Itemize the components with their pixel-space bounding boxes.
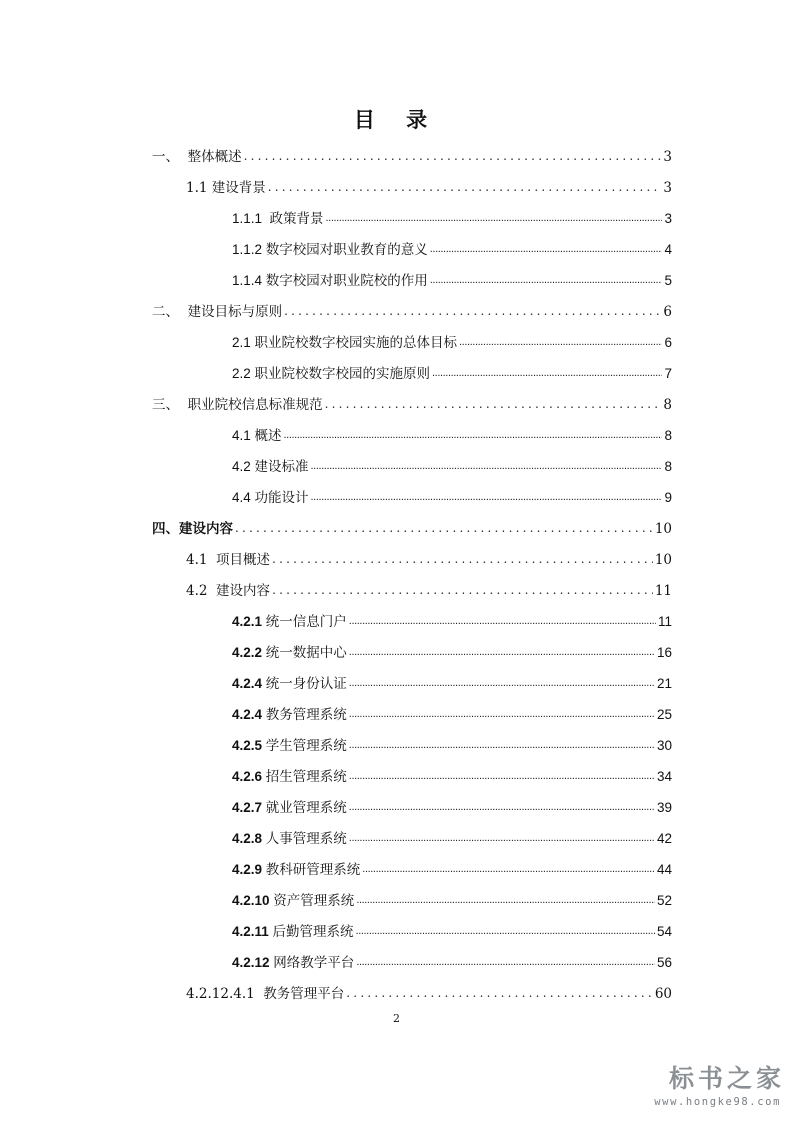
dot-leader — [244, 147, 662, 166]
toc-entry-page: 11 — [657, 614, 672, 629]
toc-entry-page: 30 — [656, 738, 672, 753]
toc-entry-text: 就业管理系统 — [262, 800, 347, 815]
toc-entry-label: 2.2 职业院校数字校园的实施原则 — [232, 366, 431, 381]
toc-entry[interactable] — [152, 514, 672, 538]
toc-entry[interactable] — [186, 545, 672, 569]
toc-entry-label: 4.2 建设内容 — [186, 583, 271, 599]
toc-entry[interactable] — [232, 638, 672, 662]
toc-entry-label — [232, 830, 347, 848]
toc-entry-page: 10 — [654, 552, 672, 568]
dot-leader — [349, 798, 655, 817]
toc-entry-label: 4.1 概述 — [232, 428, 282, 443]
toc-entry[interactable] — [186, 173, 672, 197]
toc-entry-label — [232, 613, 347, 631]
toc-entry-label: 1.1 建设背景 — [186, 180, 266, 196]
toc-entry[interactable] — [232, 762, 672, 786]
toc-entry-label: 4.2 建设标准 — [232, 459, 309, 474]
toc-entry-label — [232, 954, 354, 972]
dot-leader — [459, 333, 662, 352]
toc-entry[interactable] — [186, 576, 672, 600]
toc-entry-text: 统一信息门户 — [262, 614, 347, 629]
toc-entry[interactable] — [232, 917, 672, 941]
dot-leader — [272, 581, 653, 600]
toc-entry-label: 4.4 功能设计 — [232, 490, 309, 505]
toc-entry-label — [232, 923, 354, 941]
toc-entry-page: 3 — [663, 149, 672, 165]
toc-entry[interactable] — [232, 483, 672, 507]
toc-entry-label: 二、 建设目标与原则 — [152, 304, 283, 320]
toc-entry[interactable] — [232, 886, 672, 910]
toc-entry-number: 4.2.4 — [232, 707, 263, 722]
toc-entry-label: 4.2.12.4.1 教务管理平台 — [186, 986, 345, 1002]
toc-entry-page: 6 — [664, 335, 672, 350]
toc-entry-label: 4.1 项目概述 — [186, 552, 271, 568]
watermark — [635, 1064, 785, 1116]
dot-leader — [349, 674, 655, 693]
toc-entry[interactable] — [232, 607, 672, 631]
toc-entry[interactable] — [232, 421, 672, 445]
toc-entry[interactable] — [232, 731, 672, 755]
dot-leader — [362, 860, 655, 879]
toc-entry-label: 四、建设内容 — [152, 521, 233, 537]
toc-entry[interactable] — [232, 452, 672, 476]
toc-entry-number: 4.2.7 — [232, 800, 263, 815]
toc-entry-text: 统一数据中心 — [262, 645, 347, 660]
watermark-logo: 标书之家 — [668, 1064, 785, 1093]
toc-entry[interactable] — [186, 979, 672, 1003]
toc-entry-page: 60 — [654, 986, 672, 1002]
toc-entry[interactable] — [152, 297, 672, 321]
dot-leader — [349, 736, 655, 755]
toc-entry-page: 10 — [654, 521, 672, 537]
toc-entry-page: 21 — [656, 676, 672, 691]
dot-leader — [432, 364, 662, 383]
toc-entry-number: 4.2.2 — [232, 645, 263, 660]
dot-leader — [346, 984, 653, 1003]
toc-entry[interactable] — [232, 824, 672, 848]
page-title: 目 录 — [353, 107, 440, 132]
toc-entry-label: 一、 整体概述 — [152, 149, 242, 165]
dot-leader — [326, 209, 663, 228]
toc-entry-text: 后勤管理系统 — [268, 924, 354, 939]
toc-entry-text: 学生管理系统 — [262, 738, 347, 753]
toc-entry-label — [232, 861, 360, 879]
toc-entry-page: 3 — [664, 211, 672, 226]
toc-entry[interactable] — [232, 235, 672, 259]
dot-leader — [272, 550, 653, 569]
toc-entry[interactable] — [232, 793, 672, 817]
toc-entry-text: 教科研管理系统 — [262, 862, 361, 877]
toc-entry-number: 4.2.10 — [232, 893, 270, 908]
toc-entry-label: 2.1 职业院校数字校园实施的总体目标 — [232, 335, 458, 350]
toc-entry-text: 招生管理系统 — [262, 769, 347, 784]
toc-entry-label — [232, 675, 347, 693]
toc-entry-label: 三、 职业院校信息标准规范 — [152, 397, 323, 413]
dot-leader — [349, 643, 655, 662]
toc-entry[interactable] — [232, 700, 672, 724]
toc-entry-label — [232, 799, 347, 817]
toc-entry-page: 25 — [656, 707, 672, 722]
dot-leader — [268, 178, 662, 197]
dot-leader — [325, 395, 662, 414]
dot-leader — [284, 426, 663, 445]
toc-entry[interactable] — [232, 855, 672, 879]
dot-leader — [349, 829, 655, 848]
dot-leader — [356, 922, 655, 941]
toc-entry[interactable] — [232, 948, 672, 972]
toc-entry-label: 1.1.1 政策背景 — [232, 211, 324, 226]
dot-leader — [349, 767, 655, 786]
toc-entry-page: 9 — [664, 490, 672, 505]
toc-entry-text: 网络教学平台 — [269, 955, 355, 970]
dot-leader — [311, 488, 663, 507]
toc-entry-label: 1.1.2 数字校园对职业教育的意义 — [232, 242, 428, 257]
toc-entry-page: 44 — [656, 862, 672, 877]
dot-leader — [356, 891, 655, 910]
page-number: 2 — [393, 1012, 400, 1025]
toc-entry-label: 1.1.4 数字校园对职业院校的作用 — [232, 273, 428, 288]
toc-entry-page: 4 — [664, 242, 672, 257]
toc-entry-page: 11 — [654, 583, 672, 599]
dot-leader — [284, 302, 661, 321]
toc-entry-number: 4.2.5 — [232, 738, 263, 753]
toc-entry-page: 52 — [656, 893, 672, 908]
dot-leader — [349, 612, 656, 631]
table-of-contents — [0, 140, 793, 1010]
toc-entry[interactable] — [152, 390, 672, 414]
toc-entry-number: 4.2.11 — [232, 924, 269, 939]
toc-entry-page: 5 — [664, 273, 672, 288]
dot-leader — [356, 953, 655, 972]
toc-entry-label — [232, 644, 347, 662]
toc-entry-text: 人事管理系统 — [262, 831, 347, 846]
toc-entry[interactable] — [232, 204, 672, 228]
toc-entry-page: 16 — [656, 645, 672, 660]
toc-entry-page: 6 — [663, 304, 672, 320]
toc-entry-number: 4.2.9 — [232, 862, 263, 877]
toc-entry-page: 8 — [664, 459, 672, 474]
toc-entry-number: 4.2.4 — [232, 676, 263, 691]
dot-leader — [430, 240, 663, 259]
toc-entry-text: 资产管理系统 — [269, 893, 355, 908]
toc-entry[interactable] — [232, 669, 672, 693]
toc-entry-number: 4.2.12 — [232, 955, 270, 970]
toc-entry[interactable] — [232, 359, 672, 383]
toc-entry-page: 54 — [656, 924, 672, 939]
toc-entry-page: 3 — [663, 180, 672, 196]
toc-entry[interactable] — [152, 142, 672, 166]
toc-entry-label — [232, 768, 347, 786]
toc-entry-page: 7 — [664, 366, 672, 381]
dot-leader — [349, 705, 655, 724]
toc-entry-number: 4.2.1 — [232, 614, 263, 629]
toc-entry-label — [232, 892, 354, 910]
toc-entry-label — [232, 706, 347, 724]
toc-entry-number: 4.2.8 — [232, 831, 263, 846]
toc-entry-page: 42 — [656, 831, 672, 846]
toc-entry-page: 34 — [656, 769, 672, 784]
toc-entry-page: 39 — [656, 800, 672, 815]
toc-entry-label — [232, 737, 347, 755]
toc-entry-number: 4.2.6 — [232, 769, 263, 784]
toc-entry-text: 统一身份认证 — [262, 676, 347, 691]
toc-entry[interactable] — [232, 328, 672, 352]
watermark-url: www.hongke98.com — [654, 1096, 781, 1108]
toc-entry-page: 8 — [663, 397, 672, 413]
dot-leader — [430, 271, 663, 290]
toc-entry-page: 56 — [656, 955, 672, 970]
dot-leader — [235, 519, 653, 538]
toc-entry-text: 教务管理系统 — [262, 707, 347, 722]
toc-entry[interactable] — [232, 266, 672, 290]
toc-entry-page: 8 — [664, 428, 672, 443]
dot-leader — [311, 457, 663, 476]
